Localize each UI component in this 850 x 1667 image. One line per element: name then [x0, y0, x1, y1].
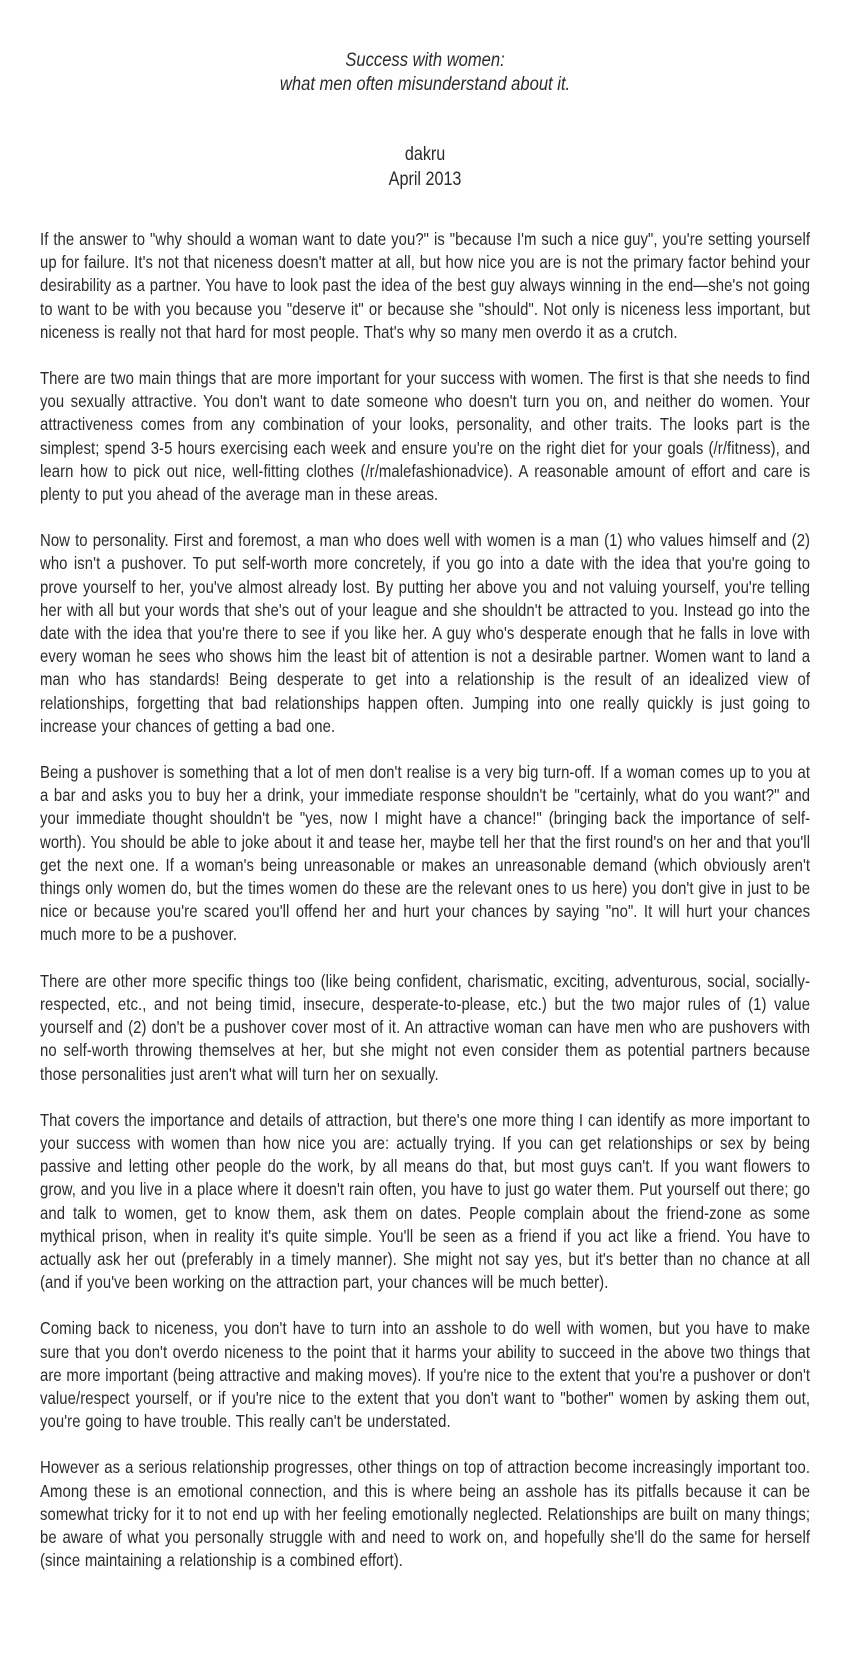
- page-title-line-2: what men often misunderstand about it.: [279, 73, 571, 95]
- paragraph-2: There are two main things that are more important for your success with women. The first is that she needs to find you sexually attractive. You don't want to date someone who doesn't turn you on, and neither do women. Your attractiveness comes from any combination of your looks, personality, and other traits. The looks part is the simplest; spend 3-5 hours exercising each week and ensure you're on the right diet for your goals (/r/fitness), and learn how to pick out nice, well-fitting clothes (/r/malefashionadvice). A reasonable amount of effort and care is plenty to put you ahead of the average man in these areas.: [40, 368, 811, 505]
- document-header: [40, 0, 810, 192]
- publication-date: April 2013: [388, 169, 462, 190]
- paragraph-5: There are other more specific things too (like being confident, charismatic, exciting, adventurous, social, socially-respected, etc., and not being timid, insecure, desperate-to-please, etc.) but the two major rules of (1) value yourself and (2) don't be a pushover cover most of it. An attractive woman can have men who are pushovers with no self-worth throwing themselves at her, but she might not even consider them as potential partners because those personalities just aren't what will turn her on sexually.: [40, 970, 811, 1084]
- document-page: [40, 0, 810, 1595]
- paragraph-4: Being a pushover is something that a lot of men don't realise is a very big turn-off. If a woman comes up to you at a bar and asks you to buy her a drink, your immediate response shouldn't be "certainly, what do you want?" and your immediate thought shouldn't be "yes, now I might have a chance!" (bringing back the importance of self-worth). You should be able to joke about it and tease her, maybe tell her that the first round's on her and that you'll get the next one. If a woman's being unreasonable or makes an unreasonable demand (which obviously aren't things only women do, but the times women do these are the relevant ones to us here) you don't give in just to be nice or because you're scared you'll offend her and hurt your chances by saying "no". It will hurt your chances much more to be a pushover.: [40, 762, 811, 945]
- paragraph-8: However as a serious relationship progresses, other things on top of attraction become increasingly important too. Among these is an emotional connection, and this is where being an asshole has its pitfalls because it can be somewhat tricky for it to not end up with her feeling emotionally neglected. Relationships are built on many things; be aware of what you personally struggle with and need to work on, and hopefully she'll do the same for herself (since maintaining a relationship is a combined effort).: [40, 1457, 811, 1571]
- paragraph-1: If the answer to "why should a woman want to date you?" is "because I'm such a nice guy", you're setting yourself up for failure. It's not that niceness doesn't matter at all, but how nice you are is not the primary factor behind your desirability as a partner. You have to look past the idea of the best guy always winning in the end—she's not going to want to be with you because you "deserve it" or because she "should". Not only is niceness less important, but niceness is really not that hard for most people. That's why so many men overdo it as a crutch.: [40, 229, 811, 342]
- article-body: [40, 228, 810, 1572]
- page-title-line-1: Success with women:: [345, 49, 505, 71]
- author-name: dakru: [404, 144, 446, 165]
- paragraph-3: Now to personality. First and foremost, a man who does well with women is a man (1) who values himself and (2) who isn't a pushover. To put self-worth more concretely, if you go into a date with the idea that you're going to prove yourself to her, you've almost already lost. By putting her above you and not valuing yourself, you're telling her with all but your words that she's out of your league and she shouldn't be attracted to you. Instead go into the date with the idea that you're there to see if you like her. A guy who's desperate enough that he falls in love with every woman he sees who shows him the least bit of attention is not a desirable partner. Women want to land a man who has standards! Being desperate to get into a relationship is the result of an idealized view of relationships, forgetting that bad relationships happen often. Jumping into one really quickly is just going to increase your chances of getting a bad one.: [40, 530, 811, 736]
- paragraph-7: Coming back to niceness, you don't have to turn into an asshole to do well with women, but you have to make sure that you don't overdo niceness to the point that it harms your ability to succeed in the above two things that are more important (being attractive and making moves). If you're nice to the extent that you're a pushover or don't value/respect yourself, or if you're nice to the extent that you don't want to "bother" women by asking them out, you're going to have trouble. This really can't be understated.: [40, 1318, 811, 1432]
- byline: [40, 142, 810, 192]
- paragraph-6: That covers the importance and details of attraction, but there's one more thing I can identify as more important to your success with women than how nice you are: actually trying. If you can get relationships or sex by being passive and letting other people do the work, by all means do that, but most guys can't. If you want flowers to grow, and you live in a place where it doesn't rain often, you have to just go water them. Put yourself out there; go and talk to women, get to know them, ask them on dates. People complain about the friend-zone as some mythical prison, when in reality it's quite simple. You'll be seen as a friend if you act like a friend. You have to actually ask her out (preferably in a timely manner). She might not say yes, but it's better than no chance at all (and if you've been working on the attraction part, your chances will be much better).: [40, 1109, 811, 1293]
